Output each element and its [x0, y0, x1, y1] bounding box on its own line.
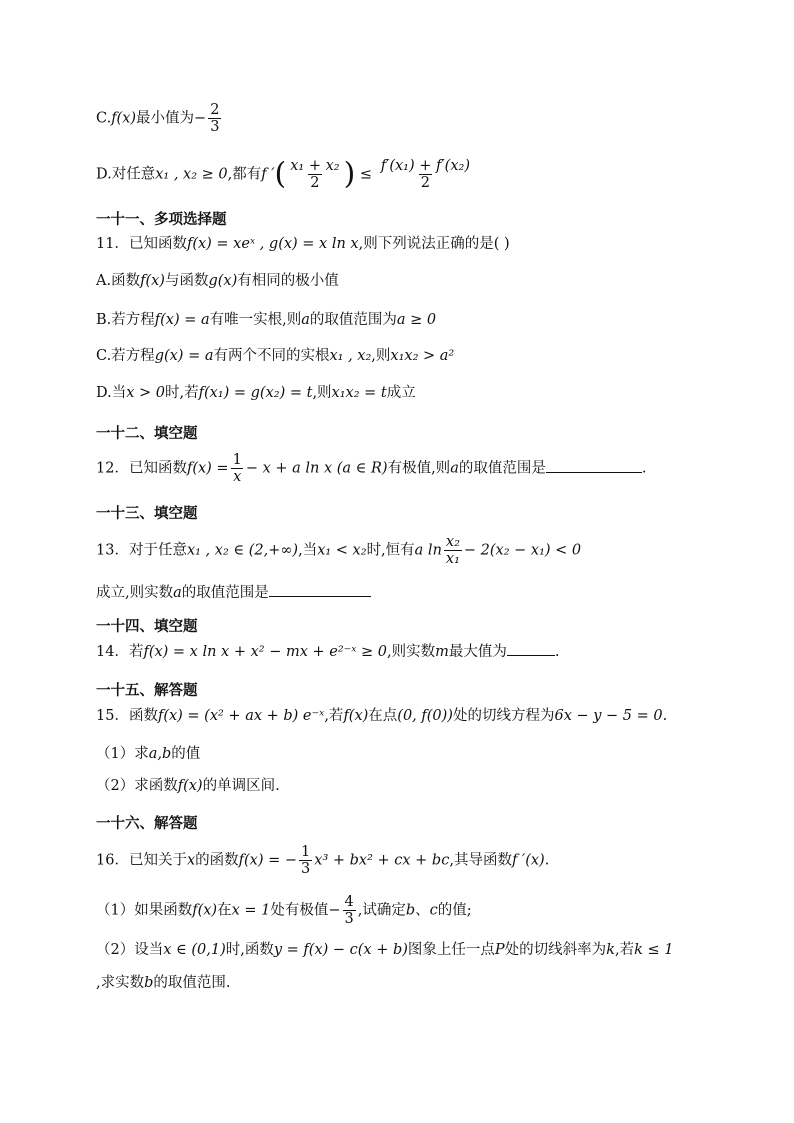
question-16-part1: （1）如果函数f(x)在x = 1处有极值− $\frac{4}{3}$ ,试确定b、c的值;	[96, 894, 472, 927]
section-heading: 一十二、填空题	[96, 426, 198, 442]
fraction: $\frac{2}{3}$	[210, 102, 220, 135]
answer-blank[interactable]	[546, 458, 642, 473]
question-12: 12．已知函数f(x) = $\frac{1}{x}$ − x + a ln x (a ∈ R)有极值,则a的取值范围是 .	[96, 452, 647, 485]
q11-option-c: C.若方程g(x) = a有两个不同的实根x₁ , x₂,则x₁x₂ > a²	[96, 348, 455, 364]
question-13-line2: 成立,则实数a的取值范围是	[96, 582, 371, 603]
question-15-part2: （2）求函数f(x)的单调区间.	[96, 778, 280, 794]
q11-option-a: A.函数f(x)与函数g(x)有相同的极小值	[96, 273, 339, 289]
fraction: $\frac{\text{f′(x₁) + f′(x₂)}}{2}$	[380, 158, 470, 191]
fraction: $\frac{1}{x}$	[232, 452, 242, 485]
fraction: $\frac{4}{3}$	[344, 894, 354, 927]
question-16-part2: （2）设当x ∈ (0,1)时,函数y = f(x) − c(x + b)图象上任一点P处的切线斜率为k,若k ≤ 1	[96, 942, 674, 958]
question-15: 15．函数f(x) = (x² + ax + b) e⁻ˣ,若f(x)在点(0, f(0))处的切线方程为6x − y − 5 = 0.	[96, 708, 668, 724]
option-c: C.f(x)最小值为− $\frac{2}{3}$	[96, 102, 220, 135]
section-heading: 一十一、多项选择题	[96, 212, 227, 228]
question-16-part2-line2: ,求实数b的取值范围.	[96, 975, 231, 991]
section-heading: 一十三、填空题	[96, 506, 198, 522]
section-heading: 一十五、解答题	[96, 683, 198, 699]
section-heading: 一十四、填空题	[96, 619, 198, 635]
question-15-part1: （1）求a,b的值	[96, 746, 201, 762]
q11-option-b: B.若方程f(x) = a有唯一实根,则a的取值范围为a ≥ 0	[96, 312, 437, 328]
fraction: $\frac{1}{3}$	[301, 844, 311, 877]
answer-blank[interactable]	[507, 641, 555, 656]
fraction: $\frac{\text{x₁ + x₂}}{2}$	[290, 158, 340, 191]
question-13: 13．对于任意x₁ , x₂ ∈ (2,+∞),当x₁ < x₂时,恒有a ln $\frac{\text{x₂}}{\text{x₁}}$ − 2(x₂ − x₁) < 0	[96, 534, 582, 567]
option-d: D.对任意x₁ , x₂ ≥ 0,都有f ′( $\frac{\text{x₁ + x₂}}{2}$ ) ≤ $\frac{\text{f′(x₁) + f′(x₂)}}{2}$	[96, 156, 470, 192]
question-11: 11．已知函数f(x) = xeˣ , g(x) = x ln x,则下列说法正确的是( )	[96, 236, 510, 252]
fraction: $\frac{\text{x₂}}{\text{x₁}}$	[445, 534, 460, 567]
q11-option-d: D.当x > 0时,若f(x₁) = g(x₂) = t,则x₁x₂ = t成立	[96, 385, 416, 401]
question-14: 14．若f(x) = x ln x + x² − mx + e²⁻ˣ ≥ 0,则实数m最大值为 .	[96, 641, 560, 662]
question-16: 16．已知关于x的函数f(x) = − $\frac{1}{3}$ x³ + bx² + cx + bc,其导函数f ′(x).	[96, 844, 550, 877]
answer-blank[interactable]	[269, 582, 371, 597]
section-heading: 一十六、解答题	[96, 816, 198, 832]
